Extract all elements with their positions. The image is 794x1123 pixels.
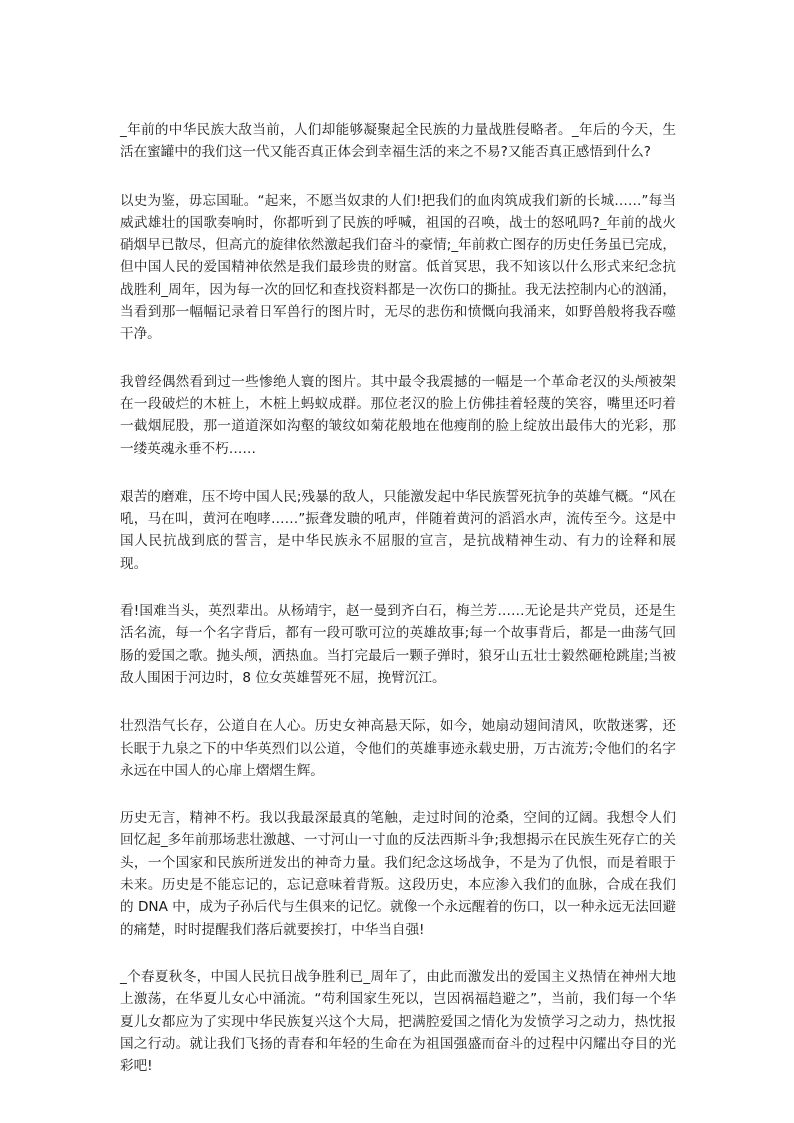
paragraph-1: _年前的中华民族大敌当前，人们却能够凝聚起全民族的力量战胜侵略者。_年后的今天，生活在蜜罐中的我们这一代又能否真正体会到幸福生活的来之不易?又能否真正感悟到什么? — [120, 122, 676, 161]
paragraph-8: _个春夏秋冬，中国人民抗日战争胜利已_周年了，由此而激发出的爱国主义热情在神州大地上激荡，在华夏儿女心中涌流。“苟利国家生死以，岂因祸福趋避之”，当前，我们每一个华夏儿女都应为了实现中华民族复兴这个大局，把满腔爱国之情化为发愤学习之动力，热忱报国之行动。就让我们飞扬的青春和年轻的生命在为祖国强盛而奋斗的过程中闪耀出夺目的光彩吧! — [120, 968, 676, 1075]
paragraph-6: 壮烈浩气长存，公道自在人心。历史女神高悬天际，如今，她扇动翅间清风，吹散迷雾，还长眠于九泉之下的中华英烈们以公道，令他们的英雄事迹永载史册，万古流芳;令他们的名字永远在中国人的心扉上熠熠生辉。 — [120, 718, 676, 779]
paragraph-3: 我曾经偶然看到过一些惨绝人寰的图片。其中最令我震撼的一幅是一个革命老汉的头颅被架在一段破烂的木桩上，木桩上蚂蚁成群。那位老汉的脸上仿佛挂着轻蔑的笑容，嘴里还叼着一截烟屁股，那一道道深如沟壑的皱纹如菊花般地在他瘦削的脸上绽放出最伟大的光彩，那一缕英魂永垂不朽…… — [120, 373, 676, 457]
paragraph-5: 看!国难当头，英烈辈出。从杨靖宇，赵一曼到齐白石，梅兰芳……无论是共产党员，还是生活名流，每一个名字背后，都有一段可歌可泣的英雄故事;每一个故事背后，都是一曲荡气回肠的爱国之歌。抛头颅，洒热血。当打完最后一颗子弹时，狼牙山五壮士毅然砸枪跳崖;当被敌人围困于河边时，8 位女英雄誓死不屈，挽臂沉江。 — [120, 603, 676, 686]
paragraph-7: 历史无言，精神不朽。我以我最深最真的笔触，走过时间的沧桑，空间的辽阔。我想令人们回忆起_多年前那场悲壮激越、一寸河山一寸血的反法西斯斗争;我想揭示在民族生死存亡的关头，一个国家和民族所迸发出的神奇力量。我们纪念这场战争，不是为了仇恨，而是着眼于未来。历史是不能忘记的，忘记意味着背叛。这段历史，本应渗入我们的血脉，合成在我们的 DNA 中，成为子孙后代与生俱来的记忆。就像一个永远醒着的伤口，以一种永远无法回避的痛楚，时时提醒我们落后就要挨打，中华当自强! — [120, 810, 676, 938]
document-body — [120, 119, 676, 1102]
paragraph-2: 以史为鉴，毋忘国耻。“起来，不愿当奴隶的人们!把我们的血肉筑成我们新的长城……”每当威武雄壮的国歌奏响时，你都听到了民族的呼喊，祖国的召唤，战士的怒吼吗?_年前的战火硝烟早已散尽，但高亢的旋律依然激起我们奋斗的豪情;_年前救亡图存的历史任务虽已完成，但中国人民的爱国精神依然是我们最珍贵的财富。低首冥思，我不知该以什么形式来纪念抗战胜利_周年，因为每一次的回忆和查找资料都是一次伤口的撕扯。我无法控制内心的汹涌，当看到那一幅幅记录着日军兽行的图片时，无尽的悲伤和愤慨向我涌来，如野兽般将我吞噬干净。 — [120, 192, 676, 343]
paragraph-4: 艰苦的磨难，压不垮中国人民;残暴的敌人，只能激发起中华民族誓死抗争的英雄气概。“风在吼，马在叫，黄河在咆哮……”振聋发聩的吼声，伴随着黄河的滔滔水声，流传至今。这是中国人民抗战到底的誓言，是中华民族永不屈服的宣言，是抗战精神生动、有力的诠释和展现。 — [120, 488, 676, 572]
